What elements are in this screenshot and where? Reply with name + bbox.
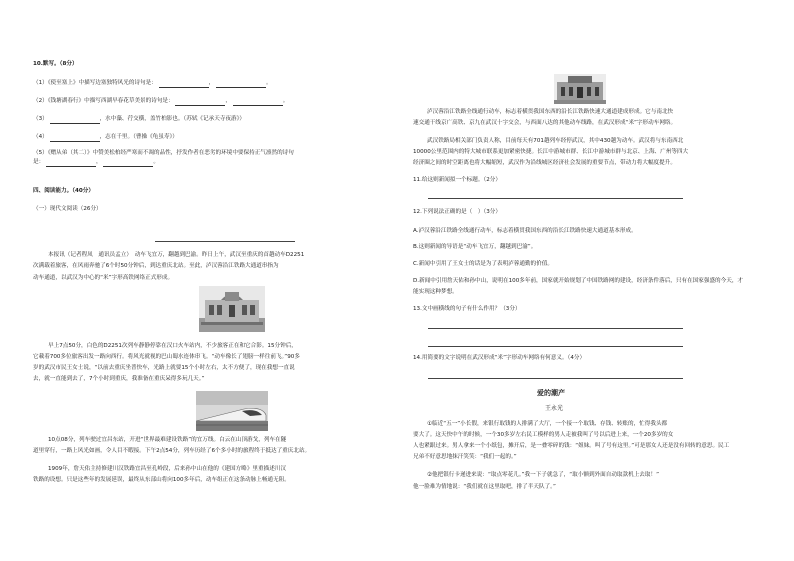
essay-p1-l4: 兄弟不好意思地抹汗笑笑：“我们一起的。” [413,454,517,460]
q10-5-end: 。 [153,159,159,165]
right-p2-l2: 10000公里范围内的特大城市联系更加紧密快捷。长江中游城市群、长江中游城市群与北京、上海、广州等四大 [413,149,689,155]
q10-1-sep: ， [208,80,215,86]
answer-line-14[interactable] [428,378,683,379]
q10-item-2 [33,98,288,106]
article-p1-l3: 动车通道，以武汉为中心的“米”字形高铁网络正式形成。 [33,275,174,281]
q10-3-text: ，水中藻、荇交横，盖竹柏影也。（苏轼《记承天寺夜游》） [99,116,245,122]
essay-p1-l2: 要大了。这天快中午的时候，一个30多岁左右民工模样的男人走被我叫了号以后进上来，一个20多岁的女 [413,432,674,438]
q10-item-1 [33,80,272,88]
q12-option-c[interactable]: C.新闻中引用了王女士的话是为了表明泸蓉通勤的价值。 [413,261,553,267]
right-p2-l3: 经济圈之间的时空距离也将大幅缩短，武汉作为沿线城区经济社会发展的重要节点，带动力将大幅度提升。 [413,160,676,166]
q12-option-d-cont: 能实现这种梦想。 [413,289,458,295]
right-p1-l1: 泸汉蓉沿江铁路全线通行动车，标志着横贯我国东西的沿长江铁路快速大通道建成形成。它与南北快 [427,109,674,115]
article-p2-l3: 岁的武汉市民王女士说，“以前去重庆坐普快车，光路上就要15个小时左右，太不方便了，现在我想一直说 [33,365,295,371]
article-p3-l1: 10点08分，列车驶过宜昌东站，开进“世界最难建设铁路”的宜万线。白云在山顶游戈，列车在隧 [48,437,287,443]
article-p2-l1: 早上7点50分，白色的D2251次列车静静停靠在汉口火车站内，不少旅客正在和它合影。15分钟后， [48,343,297,349]
answer-blank[interactable] [103,161,153,167]
essay-author: 王永光 [545,405,564,412]
question-14: 14.用简要的文字说明在武汉形成“米”字形动车网络有何意义。（4分） [413,355,586,361]
answer-line-11[interactable] [428,198,683,199]
title-rule [155,241,295,242]
answer-line-13a[interactable] [428,328,683,329]
article-p2-l4: 去，就一直能到去了，7个小时到重庆，我准备在重庆呆得多玩几天。” [33,376,205,382]
q10-item-5-cont [33,159,159,167]
section-4-subtitle: （一）现代文阅读（26分） [33,206,102,212]
answer-blank[interactable] [175,100,225,106]
q10-1-end: 。 [266,80,272,86]
q10-2-text: （2）《钱塘湖春行》中描写西湖早春花草美景的诗句是： [33,98,174,104]
q10-title: 10.默写。（8分） [33,61,78,67]
answer-line-13b[interactable] [428,346,683,347]
q10-4-num: （4） [33,134,48,140]
question-11: 11.给这则新闻拟一个标题。（2分） [413,177,501,183]
q10-5-label: 是： [33,159,45,165]
q10-item-3 [33,116,245,124]
q10-3-num: （3） [33,116,48,122]
article-p3-l2: 道里穿行，一路上风光如画，令人目不暇接。下午2点54分，列车历经了6个多小时的旅程终于抵达了重庆北站。 [33,448,311,454]
q12-option-a[interactable]: A.泸汉蓉沿江铁路全线通行动车，标志着横贯我国东西的沿长江铁路快速大通道基本形成。 [413,228,637,234]
essay-p1-l1: ①临近“五一”小长假，来银行取钱的人排满了大厅，一个接一个取钱、存钱、转账的，忙得我头都 [427,421,668,427]
answer-blank[interactable] [50,136,100,142]
essay-title: 爱的潮产 [537,389,565,397]
section-4-title: 四、阅读能力。（40分） [33,188,94,194]
article-p4-l2: 铁路的设想。只是这些年的发展延误，最终从东部山将向100多年后，动车组正在这条动脉上畅通无阻。 [33,477,290,483]
answer-blank[interactable] [233,100,283,106]
station-photo [199,286,265,332]
answer-blank[interactable] [216,82,266,88]
q10-item-5: （5）《赠从弟（其二）》中赞美松柏经严寒而不凋的品性，抒发作者在恶劣的环境中要保持正气凛然的诗句 [33,150,294,156]
article-p2-l2: 它載着700多位旅客出发一路向西行。将风光就视的巴山蜀水连体串飞。“动车像长了翅膀一样往前飞。”90多 [33,354,300,360]
essay-p2-l2: 他一脸难为情地说：“我们就在这里取吧，排了半天队了。” [413,484,556,490]
q12-option-b[interactable]: B.这则新闻的导语是“动车飞宜万，翻越到巴渝”。 [413,244,537,250]
right-p1-l2: 速交通干线京广高铁、京九在武汉十字交会，与西面八达的其他动车线路，在武汉形成“米”字形动车网络。 [413,120,677,126]
q10-2-sep: ， [225,98,231,104]
article-p1-l1: 本报讯（记者程凤 通讯员孟立） 动车飞宜万，翻越到巴渝。昨日上午，武汉至重庆的首趟动车D2251 [48,252,305,258]
station-photo-2 [554,74,606,104]
article-p4-l1: 1909年，詹天佑主持修建川汉铁路宜昌至孔岭段，后来孙中山在他的《建国方略》里重描述川汉 [48,466,286,472]
train-photo [196,391,268,431]
q10-1-text: （1）《使至塞上》中描写边塞独特风光的诗句是： [33,80,157,86]
q10-item-4 [33,134,178,142]
answer-blank[interactable] [46,161,96,167]
question-13: 13.文中画横线的句子有什么作用？（3分） [413,306,521,312]
essay-p1-l3: 人也紧跟过来。男人拿来一个小纸包，摊开后，是一叠零碎的钱：“姐妹。叫了号有这里。”可是那女人还是没有回转的意思。民工 [413,443,730,449]
q12-option-d[interactable]: D.新闻中引用詹天佑和孙中山，说明在100多年前，国家就开始规划了中国铁路网的建设，经济条件落后，只有在国家强盛的今天，才 [413,278,744,284]
answer-blank[interactable] [159,82,209,88]
question-12: 12.下列说法正确的是（ ）（3分） [413,209,501,215]
q10-2-end: 。 [282,98,289,104]
essay-p2-l1: ②他把银行卡递进来说：“取点零花儿。”我一下子就急了，“取小额到外面自动取款机上去取！” [427,472,659,478]
right-p2-l1: 武汉铁路局相关部门负责人称，目前每天有701趟列车经停武汉，其中430趟为动车。武汉将与东南西北 [427,138,684,144]
answer-blank[interactable] [50,118,100,124]
q10-4-text: ，志在千里。（曹操《龟虽寿》） [99,134,178,140]
q10-5-sep: ， [95,159,102,165]
article-p1-l2: 次满载着旅客，在风雨奔驰了6个时50分钟后，到达重庆北站。至此，泸汉蓉沿江铁路大通道串指为 [33,263,279,269]
